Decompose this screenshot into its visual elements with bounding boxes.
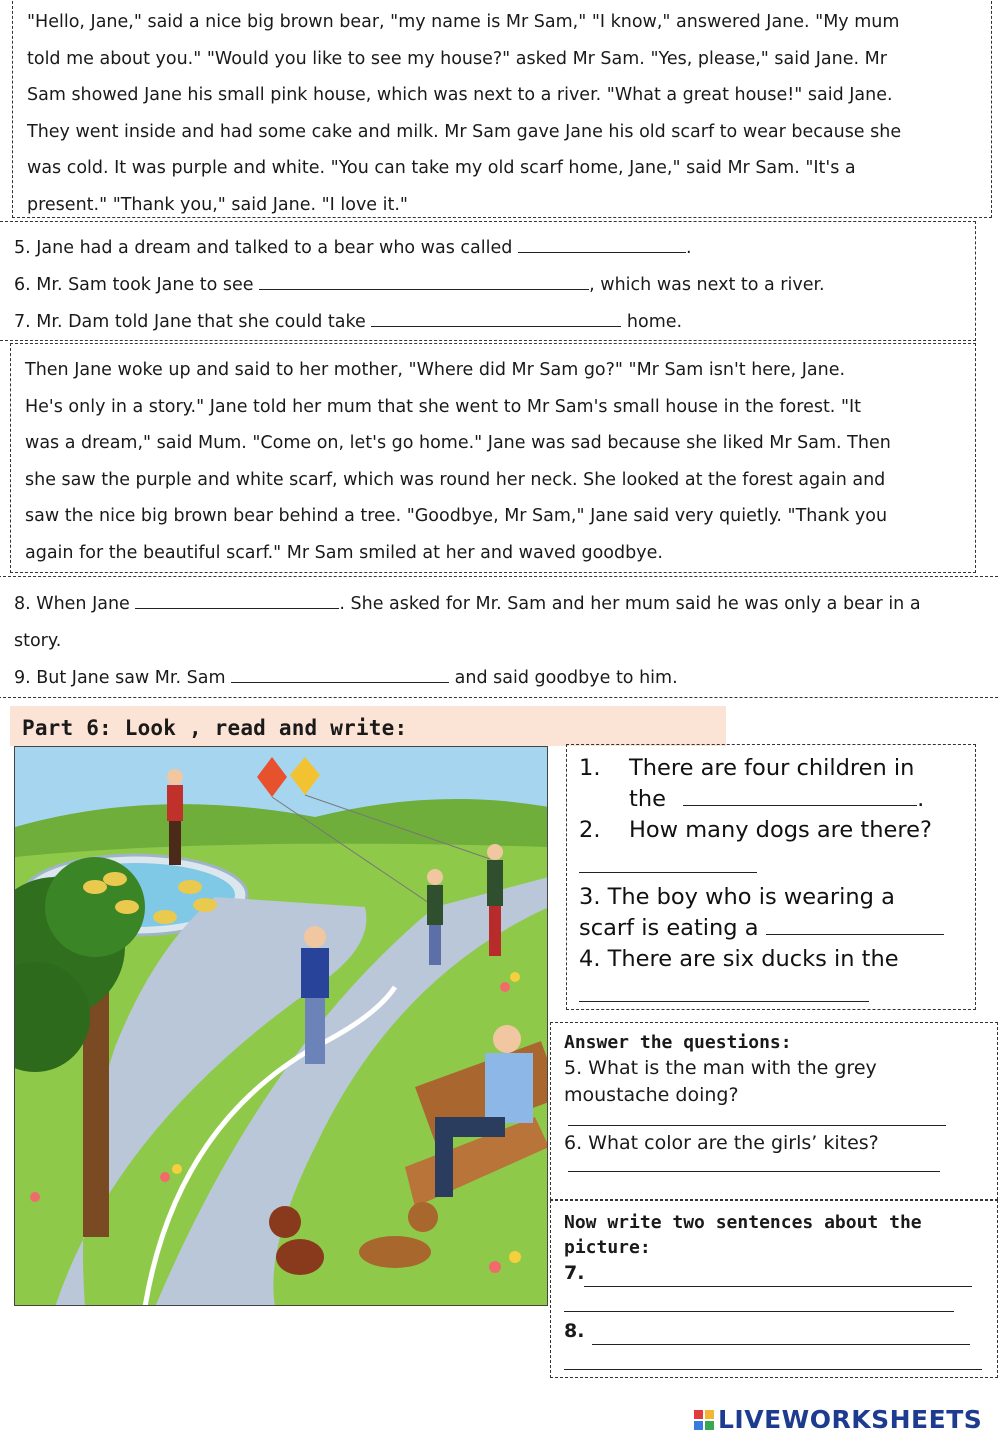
story2-line: again for the beautiful scarf." Mr Sam smiled at her and waved goodbye.	[25, 542, 663, 563]
sentence-8-line[interactable]	[592, 1326, 970, 1345]
answer-blank-9[interactable]	[231, 664, 449, 683]
story1-line: told me about you." "Would you like to see my house?" asked Mr Sam. "Yes, please," said Jane. Mr	[27, 48, 887, 69]
story2-line: He's only in a story." Jane told her mum that she went to Mr Sam's small house in the forest. "It	[25, 396, 862, 417]
sentence-7-line[interactable]	[584, 1268, 972, 1287]
answer-line-6[interactable]	[568, 1161, 940, 1172]
park-picture	[14, 746, 548, 1306]
picture-questions-box	[566, 744, 976, 1010]
story-box-2	[10, 343, 976, 573]
question-9: 9. But Jane saw Mr. Sam and said goodbye to him.	[4, 660, 992, 697]
liveworksheets-logo: LIVEWORKSHEETS	[694, 1405, 982, 1434]
answer-question-5-continued: moustache doing?	[564, 1084, 739, 1106]
story2-line: saw the nice big brown bear behind a tree. "Goodbye, Mr Sam," Jane said very quietly. "Thank you	[25, 506, 888, 526]
story1-line: present." "Thank you," said Jane. "I love it."	[27, 194, 408, 215]
story2-line: was a dream," said Mum. "Come on, let's go home." Jane was sad because she liked Mr Sam. Then	[25, 433, 891, 453]
picture-question-3-continued: scarf is eating a	[579, 913, 975, 944]
story2-line: she saw the purple and white scarf, which was round her neck. She looked at the forest again and	[25, 469, 886, 490]
question-8-continued: story.	[14, 631, 62, 651]
answer-blank-8[interactable]	[135, 590, 339, 609]
story1-line: was cold. It was purple and white. "You can take my old scarf home, Jane," said Mr Sam. "It's a	[27, 158, 856, 178]
questions-box-2	[0, 576, 998, 698]
answer-blank-picture-2[interactable]	[579, 846, 757, 873]
answer-blank-picture-3[interactable]	[766, 914, 944, 935]
sentence-8-line-2[interactable]	[564, 1345, 982, 1370]
picture-question-2: 2. How many dogs are there?	[579, 817, 932, 843]
answer-blank-picture-4[interactable]	[579, 975, 869, 1002]
write-sentences-box	[550, 1200, 998, 1378]
question-8: 8. When Jane . She asked for Mr. Sam and her mum said he was only a bear in a	[4, 586, 992, 623]
question-5: 5. Jane had a dream and talked to a bear who was called .	[6, 230, 969, 267]
liveworksheets-logo-icon	[694, 1410, 714, 1430]
picture-question-3: 3. The boy who is wearing a	[579, 884, 895, 910]
answer-blank-7[interactable]	[371, 308, 621, 327]
answer-blank-picture-1[interactable]	[683, 785, 917, 806]
sentence-7-line-2[interactable]	[564, 1287, 954, 1312]
write-title-continued: picture:	[564, 1237, 651, 1258]
answer-line-5[interactable]	[568, 1115, 946, 1126]
sentence-7: 7.	[564, 1260, 997, 1287]
story1-line: Sam showed Jane his small pink house, which was next to a river. "What a great house!" said Jane.	[27, 85, 893, 105]
picture-answer-2	[579, 846, 975, 882]
park-illustration	[15, 747, 548, 1306]
questions-box-1	[0, 221, 976, 341]
story1-line: "Hello, Jane," said a nice big brown bear, "my name is Mr Sam," "I know," answered Jane. "My mum	[27, 12, 900, 32]
answer-title: Answer the questions:	[564, 1032, 792, 1053]
part6-heading: Part 6: Look , read and write:	[10, 706, 726, 746]
picture-answer-4	[579, 975, 975, 1011]
picture-question-4: 4. There are six ducks in the	[579, 946, 899, 972]
story1-line: They went inside and had some cake and milk. Mr Sam gave Jane his old scarf to wear because she	[27, 121, 902, 142]
picture-question-1: 1. There are four children in	[579, 755, 915, 781]
answer-questions-box	[550, 1022, 998, 1200]
sentence-8: 8.	[564, 1318, 997, 1345]
story-box-1	[12, 0, 992, 218]
answer-question-5: 5. What is the man with the grey	[564, 1057, 877, 1079]
answer-blank-6[interactable]	[259, 271, 589, 290]
question-7: 7. Mr. Dam told Jane that she could take home.	[6, 304, 969, 341]
answer-question-6: 6. What color are the girls’ kites?	[564, 1132, 879, 1154]
question-6: 6. Mr. Sam took Jane to see , which was next to a river.	[6, 267, 969, 304]
write-title: Now write two sentences about the	[564, 1212, 922, 1233]
story2-line: Then Jane woke up and said to her mother, "Where did Mr Sam go?" "Mr Sam isn't here, Jane.	[25, 360, 846, 380]
answer-blank-5[interactable]	[518, 234, 686, 253]
picture-question-1-continued: the .	[629, 786, 925, 812]
